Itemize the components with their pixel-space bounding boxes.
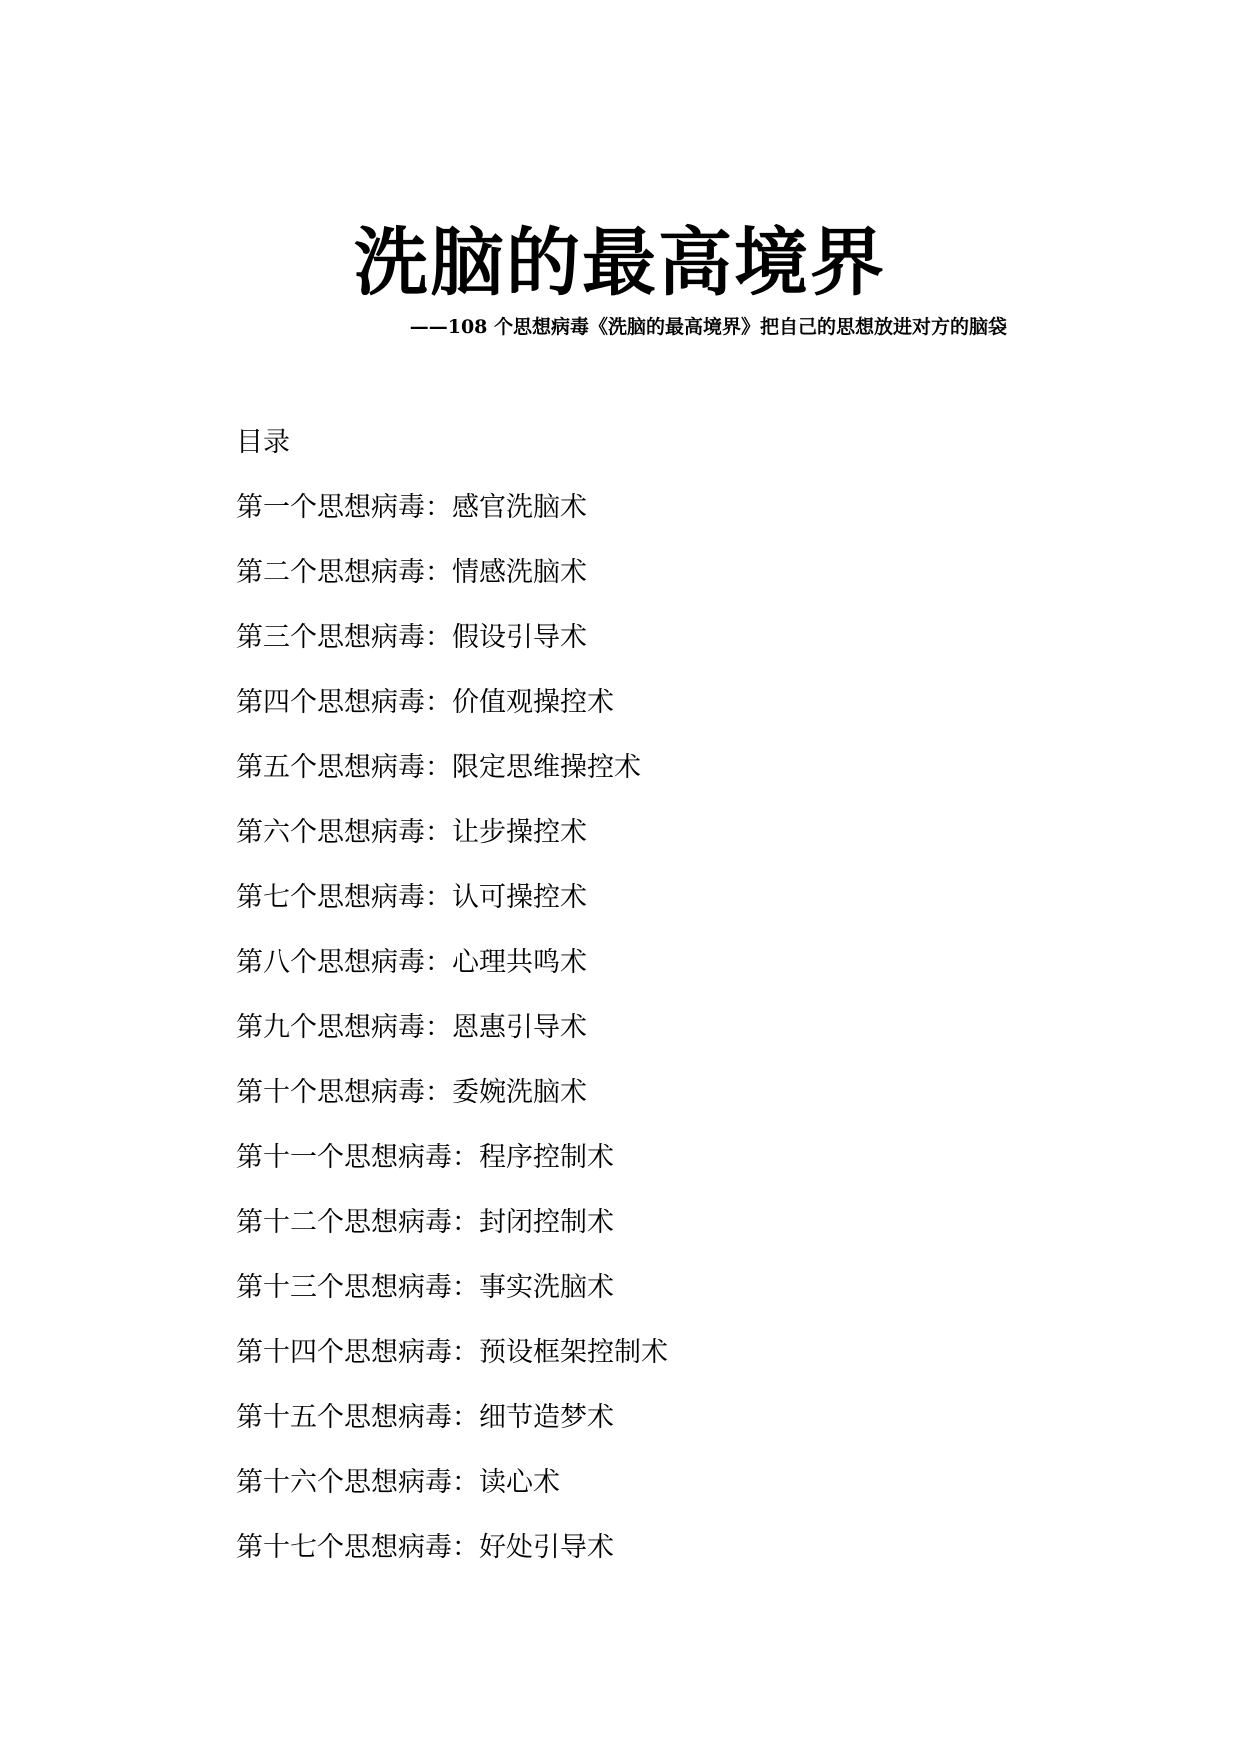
toc-item: 第八个思想病毒：心理共鸣术: [236, 947, 587, 978]
toc-item: 第一个思想病毒：感官洗脑术: [236, 492, 587, 523]
toc-item: 第七个思想病毒：认可操控术: [236, 882, 587, 913]
toc-list: [236, 485, 1036, 1570]
toc-item: 第四个思想病毒：价值观操控术: [236, 687, 614, 718]
table-of-contents: [236, 420, 1036, 1590]
document-title: 洗脑的最高境界: [354, 220, 886, 306]
toc-item: 第十四个思想病毒：预设框架控制术: [236, 1337, 668, 1368]
toc-item: 第二个思想病毒：情感洗脑术: [236, 557, 587, 588]
toc-item: 第五个思想病毒：限定思维操控术: [236, 752, 641, 783]
toc-item: 第三个思想病毒：假设引导术: [236, 622, 587, 653]
toc-item: 第十五个思想病毒：细节造梦术: [236, 1402, 614, 1433]
toc-item: 第十个思想病毒：委婉洗脑术: [236, 1077, 587, 1108]
toc-item: 第六个思想病毒：让步操控术: [236, 817, 587, 848]
toc-item: 第十二个思想病毒：封闭控制术: [236, 1207, 614, 1238]
toc-item: 第十三个思想病毒：事实洗脑术: [236, 1272, 614, 1303]
document-subtitle: ——108 个思想病毒《洗脑的最高境界》把自己的思想放进对方的脑袋: [409, 316, 1007, 338]
toc-heading: 目录: [236, 427, 290, 458]
toc-item: 第九个思想病毒：恩惠引导术: [236, 1012, 587, 1043]
toc-item: 第十六个思想病毒：读心术: [236, 1467, 560, 1498]
toc-item: 第十七个思想病毒：好处引导术: [236, 1532, 614, 1563]
toc-item: 第十一个思想病毒：程序控制术: [236, 1142, 614, 1173]
